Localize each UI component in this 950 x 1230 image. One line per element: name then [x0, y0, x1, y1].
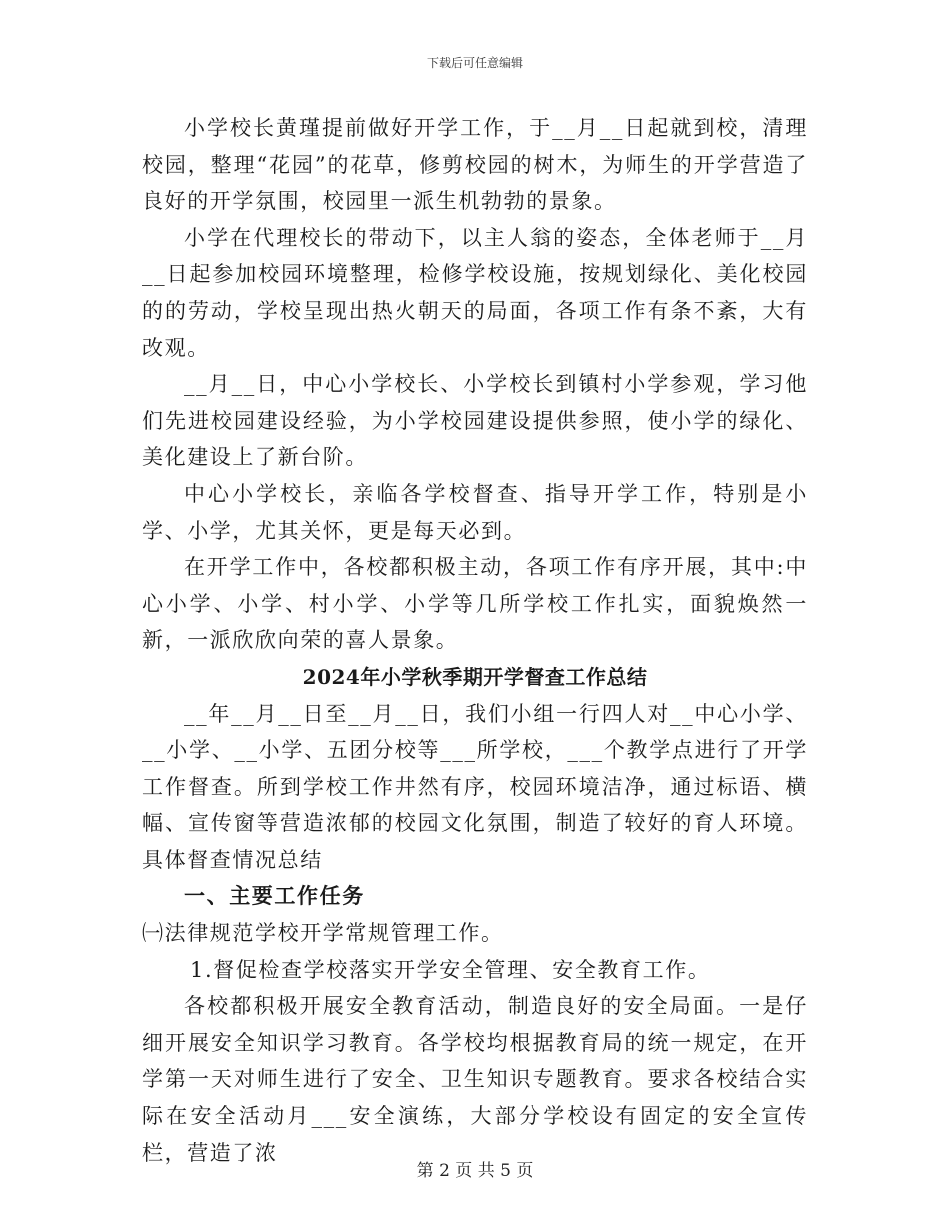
page-header: 下载后可任意编辑: [426, 56, 523, 70]
item-heading: 1.督促检查学校落实开学安全管理、安全教育工作。: [190, 957, 711, 982]
document-body: [142, 110, 808, 1171]
sub-heading: ㈠法律规范学校开学常规管理工作。: [142, 921, 504, 946]
document-title: 2024年小学秋季期开学督查工作总结: [302, 664, 648, 689]
paragraph-3: __月__日，中心小学校长、小学校长到镇村小学参观，学习他们先进校园建设经验，为小学校园建设提供参照，使小学的绿化、美化建设上了新台阶。: [142, 372, 808, 470]
paragraph-5: 在开学工作中，各校都积极主动，各项工作有序开展，其中:中心小学、小学、村小学、小学等几所学校工作扎实，面貌焕然一新，一派欣欣向荣的喜人景象。: [142, 555, 808, 653]
paragraph-4: 中心小学校长，亲临各学校督查、指导开学工作，特别是小学、小学，尤其关怀，更是每天必到。: [142, 481, 808, 543]
page-footer: 第 2 页 共 5 页: [416, 1161, 534, 1181]
final-paragraph: 各校都积极开展安全教育活动，制造良好的安全局面。一是仔细开展安全知识学习教育。各学校均根据教育局的统一规定，在开学第一天对师生进行了安全、卫生知识专题教育。要求各校结合实际在安全活动月___安全演练，大部分学校设有固定的安全宣传栏，营造了浓: [142, 994, 808, 1165]
paragraph-1: 小学校长黄瑾提前做好开学工作，于__月__日起就到校，清理校园，整理“花园”的花草，修剪校园的树木，为师生的开学营造了良好的开学氛围，校园里一派生机勃勃的景象。: [142, 116, 808, 214]
paragraph-2: 小学在代理校长的带动下，以主人翁的姿态，全体老师于__月__日起参加校园环境整理，检修学校设施，按规划绿化、美化校园的的劳动，学校呈现出热火朝天的局面，各项工作有条不紊，大有改观。: [142, 225, 808, 360]
intro-paragraph: __年__月__日至__月__日，我们小组一行四人对__中心小学、__小学、__小学、五团分校等___所学校，___个教学点进行了开学工作督查。所到学校工作井然有序，校园环境洁净，通过标语、横幅、宣传窗等营造浓郁的校园文化氛围，制造了较好的育人环境。具体督查情况总结: [142, 701, 808, 872]
section-heading: 一、主要工作任务: [184, 883, 365, 909]
